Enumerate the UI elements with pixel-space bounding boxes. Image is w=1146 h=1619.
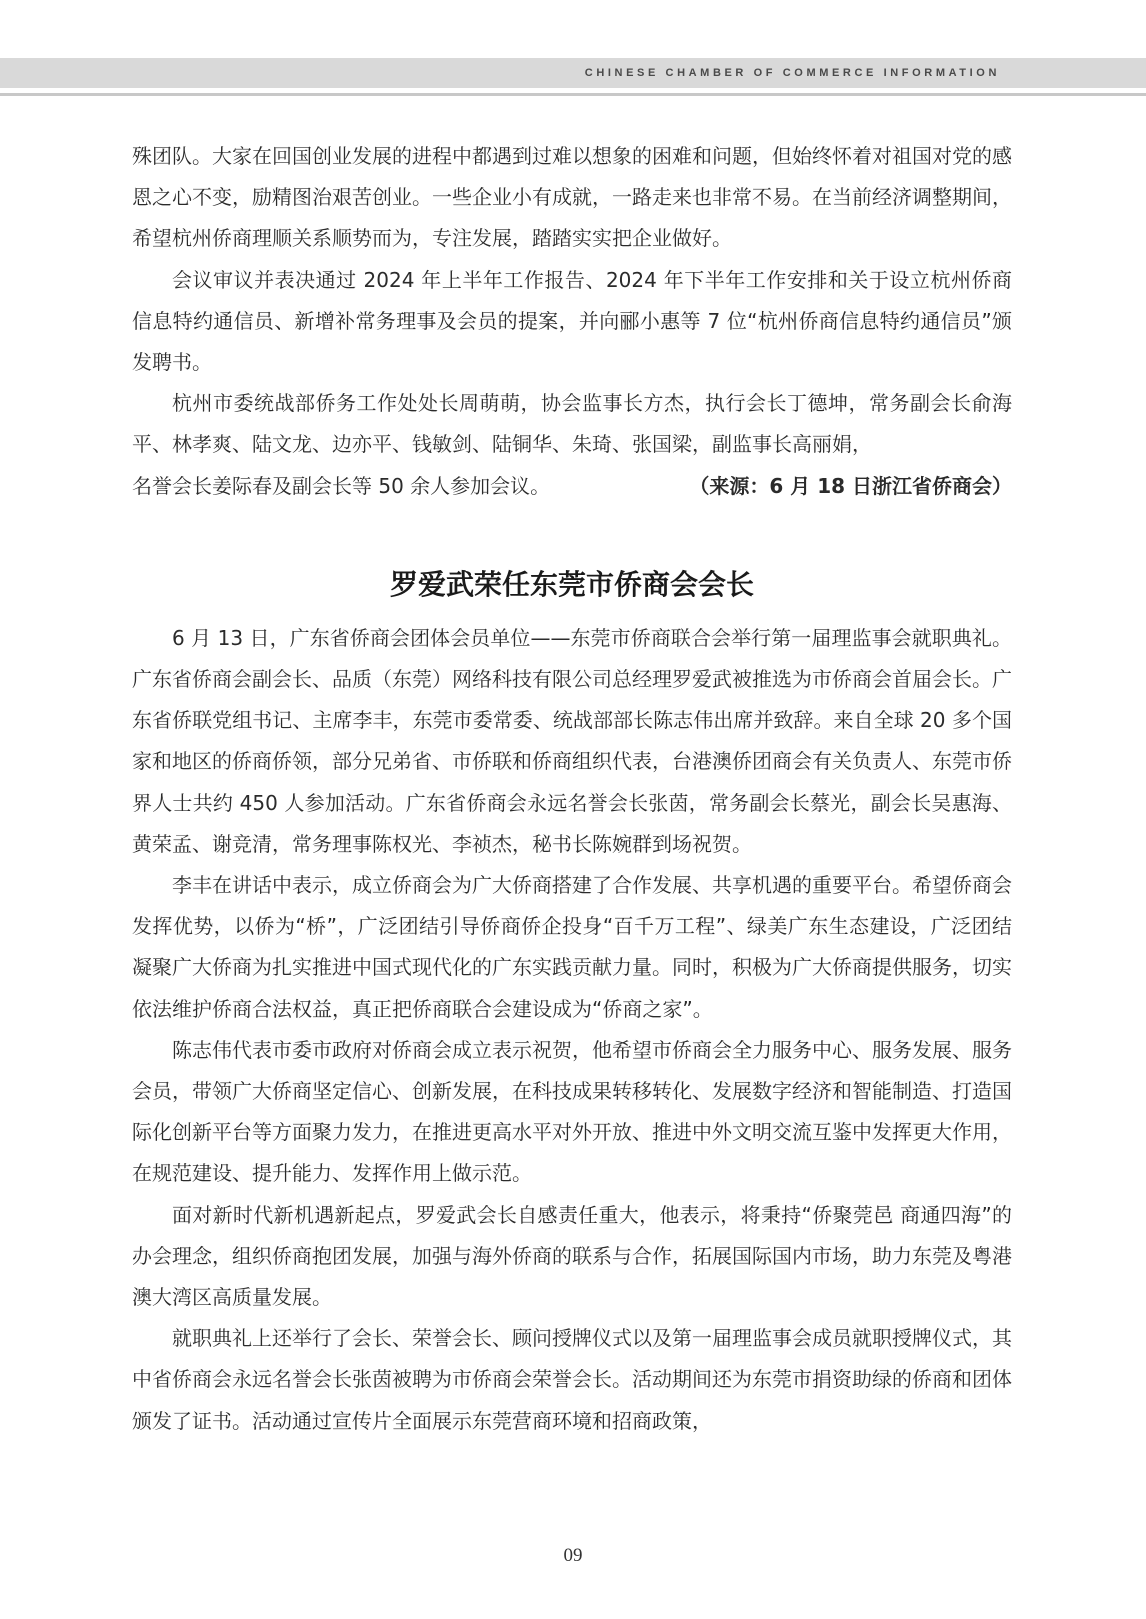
source-credit: （来源：6 月 18 日浙江省侨商会） <box>689 473 1012 498</box>
article-paragraph: 陈志伟代表市委市政府对侨商会成立表示祝贺，他希望市侨商会全力服务中心、服务发展、服务会员，带领广大侨商坚定信心、创新发展，在科技成果转移转化、发展数字经济和智能制造、打造国际化创新平台等方面聚力发力，在推进更高水平对外开放、推进中外文明交流互鉴中发挥更大作用，在规范建设、提升能力、发挥作用上做示范。 <box>132 1037 1012 1186</box>
article-paragraph: 6 月 13 日，广东省侨商会团体会员单位——东莞市侨商联合会举行第一届理监事会就职典礼。广东省侨商会副会长、品质（东莞）网络科技有限公司总经理罗爱武被推选为市侨商会首届会长。广东省侨联党组书记、主席李丰，东莞市委常委、统战部部长陈志伟出席并致辞。来自全球 20 多个国家和地区的侨商侨领，部分兄弟省、市侨联和侨商组织代表，台港澳侨团商会有关负责人、东莞市侨界人士共约 450 人参加活动。广东省侨商会永远名誉会长张茵，常务副会长蔡光，副会长吴惠海、黄荣孟、谢竞清，常务理事陈权光、李祯杰，秘书长陈婉群到场祝贺。 <box>132 625 1012 856</box>
source-line <box>132 466 1012 507</box>
continued-last-line: 名誉会长姜际春及副会长等 50 余人参加会议。 <box>132 473 551 498</box>
article-title: 罗爱武荣任东莞市侨商会会长 <box>389 567 754 601</box>
publication-name: CHINESE CHAMBER OF COMMERCE INFORMATION <box>584 67 1000 79</box>
header-rule <box>0 93 1146 96</box>
page-content <box>132 136 1012 1442</box>
article-paragraph: 就职典礼上还举行了会长、荣誉会长、顾问授牌仪式以及第一届理监事会成员就职授牌仪式，其中省侨商会永远名誉会长张茵被聘为市侨商会荣誉会长。活动期间还为东莞市捐资助绿的侨商和团体颁发了证书。活动通过宣传片全面展示东莞营商环境和招商政策， <box>132 1326 1012 1433</box>
page-number: 09 <box>563 1545 583 1566</box>
continued-paragraph: 会议审议并表决通过 2024 年上半年工作报告、2024 年下半年工作安排和关于设立杭州侨商信息特约通信员、新增补常务理事及会员的提案，并向郦小惠等 7 位“杭州侨商信息特约通信员”颁发聘书。 <box>132 267 1012 375</box>
continued-paragraph: 殊团队。大家在回国创业发展的进程中都遇到过难以想象的困难和问题，但始终怀着对祖国对党的感恩之心不变，励精图治艰苦创业。一些企业小有成就，一路走来也非常不易。在当前经济调整期间，希望杭州侨商理顺关系顺势而为，专注发展，踏踏实实把企业做好。 <box>132 144 1012 251</box>
article-paragraph: 李丰在讲话中表示，成立侨商会为广大侨商搭建了合作发展、共享机遇的重要平台。希望侨商会发挥优势，以侨为“桥”，广泛团结引导侨商侨企投身“百千万工程”、绿美广东生态建设，广泛团结凝聚广大侨商为扎实推进中国式现代化的广东实践贡献力量。同时，积极为广大侨商提供服务，切实依法维护侨商合法权益，真正把侨商联合会建设成为“侨商之家”。 <box>132 873 1012 1021</box>
continued-paragraph: 杭州市委统战部侨务工作处处长周萌萌，协会监事长方杰，执行会长丁德坤，常务副会长俞海平、林孝爽、陆文龙、边亦平、钱敏剑、陆铜华、朱琦、张国梁，副监事长高丽娟， <box>132 391 1012 457</box>
article-paragraph: 面对新时代新机遇新起点，罗爱武会长自感责任重大，他表示，将秉持“侨聚莞邑 商通四海”的办会理念，组织侨商抱团发展，加强与海外侨商的联系与合作，拓展国际国内市场，助力东莞及粤港澳大湾区高质量发展。 <box>132 1202 1012 1310</box>
